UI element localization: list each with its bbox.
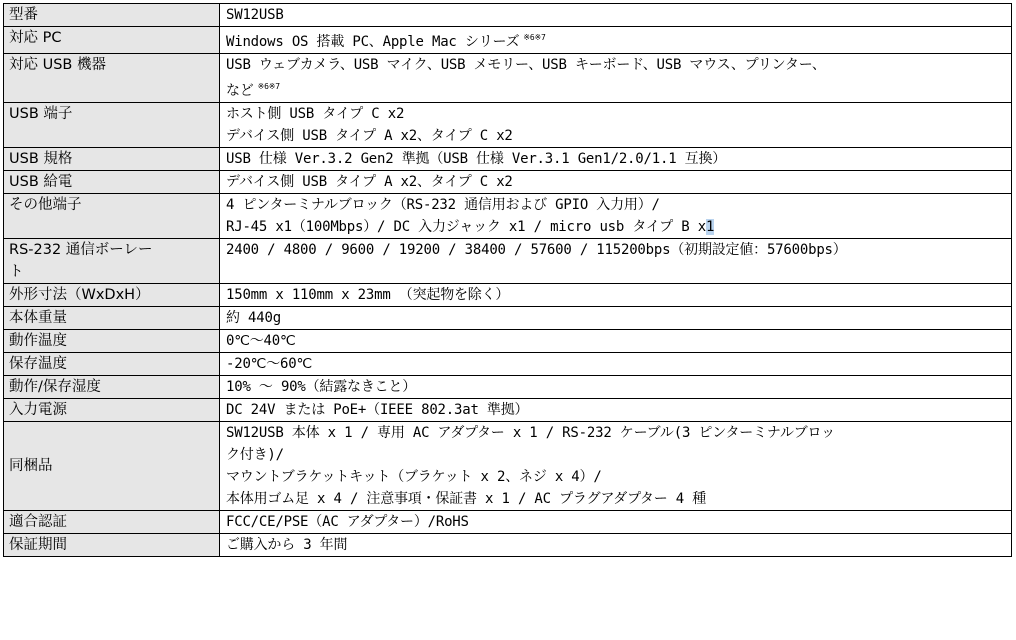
row-value: SW12USB 本体 x 1 / 専用 AC アダプター x 1 / RS-232 ケーブル(3 ピンターミナルブロッ ク付き)/ マウントブラケットキット（ブラケット x 2、ネジ x 4）/ 本体用ゴム足 x 4 / 注意事項・保証書 x 1 / AC プラグアダプター 4 種 xyxy=(220,422,1012,511)
row-value: DC 24V または PoE+（IEEE 802.3at 準拠） xyxy=(220,399,1012,422)
row-label: 動作/保存湿度 xyxy=(4,376,220,399)
row-value: デバイス側 USB タイプ A x2、タイプ C x2 xyxy=(220,171,1012,194)
row-value: -20℃～60℃ xyxy=(220,353,1012,376)
table-row-supported-pc xyxy=(4,27,1012,54)
row-value: USB 仕様 Ver.3.2 Gen2 準拠（USB 仕様 Ver.3.1 Gen1/2.0/1.1 互換） xyxy=(220,148,1012,171)
row-label: RS-232 通信ボーレー ト xyxy=(4,239,220,284)
table-row-certifications xyxy=(4,511,1012,534)
row-value: Windows OS 搭載 PC、Apple Mac シリーズ $^{※6※7}$ xyxy=(220,27,1012,54)
row-label: 対応 PC xyxy=(4,27,220,54)
row-label: 本体重量 xyxy=(4,307,220,330)
footnote-ref: ※6※7 xyxy=(523,33,546,42)
table-row-package-contents xyxy=(4,422,1012,511)
row-label: 同梱品 xyxy=(4,422,220,511)
table-row-other-ports xyxy=(4,194,1012,239)
row-label: USB 規格 xyxy=(4,148,220,171)
row-value: 約 440g xyxy=(220,307,1012,330)
row-label: 入力電源 xyxy=(4,399,220,422)
table-row-storage-temp xyxy=(4,353,1012,376)
text-selection[interactable]: 1 xyxy=(705,219,715,235)
row-label: 保存温度 xyxy=(4,353,220,376)
row-label: USB 給電 xyxy=(4,171,220,194)
table-row-warranty xyxy=(4,534,1012,557)
row-value: SW12USB xyxy=(220,4,1012,27)
spec-table xyxy=(3,3,1012,557)
row-value: 150mm x 110mm x 23mm （突起物を除く） xyxy=(220,284,1012,307)
row-value: 10% ～ 90%（結露なきこと） xyxy=(220,376,1012,399)
row-value: ホスト側 USB タイプ C x2 デバイス側 USB タイプ A x2、タイプ C x2 xyxy=(220,103,1012,148)
row-label: 適合認証 xyxy=(4,511,220,534)
table-row-baud-rate xyxy=(4,239,1012,284)
table-row-supported-usb-devices xyxy=(4,54,1012,103)
row-value: 4 ピンターミナルブロック（RS-232 通信用および GPIO 入力用）/ RJ-45 x1（100Mbps）/ DC 入力ジャック x1 / micro usb タイプ B x1 xyxy=(220,194,1012,239)
row-value: 0℃～40℃ xyxy=(220,330,1012,353)
table-row-usb-spec xyxy=(4,148,1012,171)
table-row-model xyxy=(4,4,1012,27)
table-row-power-input xyxy=(4,399,1012,422)
table-row-usb-ports xyxy=(4,103,1012,148)
table-row-usb-power xyxy=(4,171,1012,194)
table-row-dimensions xyxy=(4,284,1012,307)
table-row-weight xyxy=(4,307,1012,330)
row-label: 型番 xyxy=(4,4,220,27)
row-value: FCC/CE/PSE（AC アダプター）/RoHS xyxy=(220,511,1012,534)
row-label: 外形寸法（WxDxH） xyxy=(4,284,220,307)
row-value: ご購入から 3 年間 xyxy=(220,534,1012,557)
row-label: 対応 USB 機器 xyxy=(4,54,220,103)
row-label: 保証期間 xyxy=(4,534,220,557)
footnote-ref: ※6※7 xyxy=(257,82,280,91)
table-row-operating-temp xyxy=(4,330,1012,353)
row-value: USB ウェブカメラ、USB マイク、USB メモリー、USB キーボード、USB マウス、プリンター、 など $^{※6※7}$ xyxy=(220,54,1012,103)
row-value: 2400 / 4800 / 9600 / 19200 / 38400 / 57600 / 115200bps（初期設定値：57600bps） xyxy=(220,239,1012,284)
row-label: USB 端子 xyxy=(4,103,220,148)
row-label: その他端子 xyxy=(4,194,220,239)
row-label: 動作温度 xyxy=(4,330,220,353)
table-row-humidity xyxy=(4,376,1012,399)
